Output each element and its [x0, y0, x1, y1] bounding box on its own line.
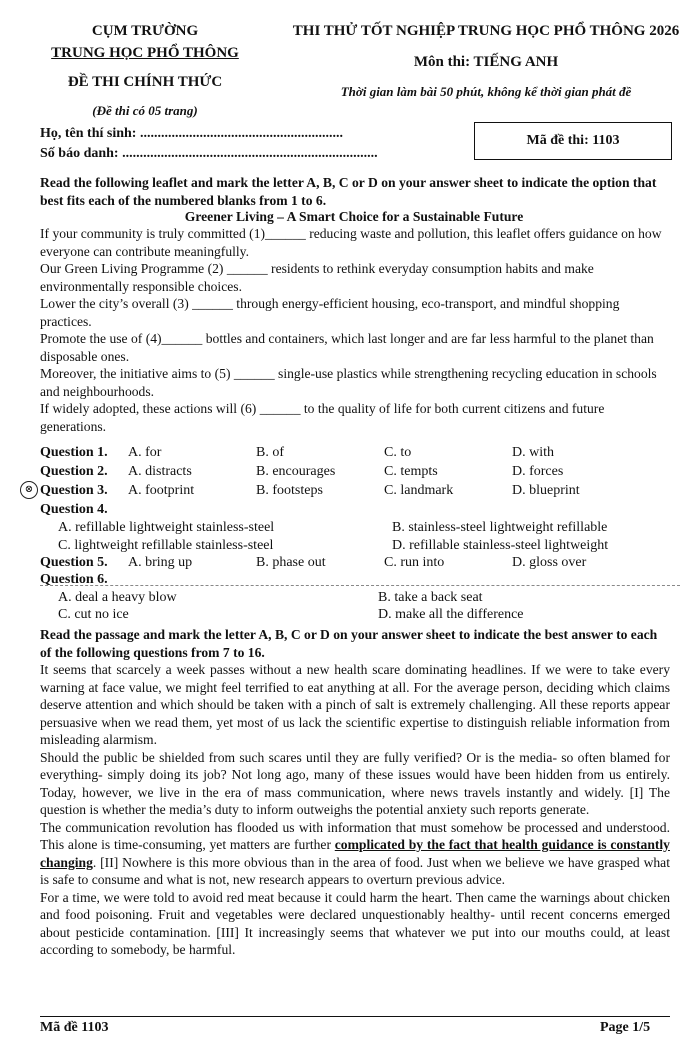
page-count-note: (Đề thi có 05 trang)	[92, 103, 198, 118]
q5-option-a: A. bring up	[128, 555, 193, 570]
q3-option-d: D. blueprint	[512, 483, 580, 498]
q3-option-a: A. footprint	[128, 483, 195, 498]
q1-option-a: A. for	[128, 445, 162, 460]
leaflet-line-2: Our Green Living Programme (2) ______ residents to rethink everyday consumption habits and make environmentally responsible choices.	[40, 261, 594, 294]
question-1-label: Question 1.	[40, 445, 108, 460]
passage-paragraph-1: It seems that scarcely a week passes without a new health scare dominating headlines. If we were to take every warning at face value, we might feel terrified to eat anything at all. For the average person, deciding which claims deserve attention and which should be taken with a pinch of salt is extremely challenging. All these reports appear persuasive when we read them, yet most of us lack the scientific expertise to distinguish reliable information from misleading alarmism.	[40, 662, 670, 747]
exam-code: Mã đề thi: 1103	[526, 133, 620, 148]
footer-exam-code: Mã đề 1103	[40, 1020, 109, 1035]
underlined-phrase: complicated by the fact that health guidance is constantly changing	[40, 837, 670, 870]
question-6-label: Question 6.	[40, 572, 108, 587]
q2-option-b: B. encourages	[256, 464, 336, 479]
q5-option-b: B. phase out	[256, 555, 326, 570]
exam-code-box	[474, 122, 672, 160]
page-number: Page 1/5	[600, 1020, 651, 1035]
q1-option-c: C. to	[384, 445, 412, 460]
q5-option-d: D. gloss over	[512, 555, 587, 570]
school-cluster-title: CỤM TRƯỜNG	[91, 23, 199, 39]
passage-paragraph-2: Should the public be shielded from such scares until they are fully verified? Or is the media- so often blamed for everything- simply doing its job? Not long ago, many of these issues would have been hidden from us entirely. Today, however, we live in the era of mass communication, where news travels instantly and widely. [I] The question is whether the media’s duty to inform outweighs the potential anxiety such reports generate.	[40, 749, 670, 817]
q6-option-c: C. cut no ice	[58, 607, 129, 622]
section2-instruction: Read the passage and mark the letter A, B, C or D on your answer sheet to indicate the best answer to each of the following questions from 7 to 16.	[40, 627, 658, 660]
footer-rule	[40, 1016, 670, 1017]
leaflet-body	[40, 225, 670, 435]
q2-option-d: D. forces	[512, 464, 564, 479]
q4-option-d: D. refillable stainless-steel lightweight	[392, 538, 609, 553]
leaflet-line-6: If widely adopted, these actions will (6) ______ to the quality of life for both current citizens and future generations.	[40, 401, 605, 434]
q1-option-d: D. with	[512, 445, 554, 460]
leaflet-title: Greener Living – A Smart Choice for a Sustainable Future	[184, 209, 524, 224]
q6-option-b: B. take a back seat	[378, 590, 483, 605]
leaflet-line-1: If your community is truly committed (1)______ reducing waste and pollution, this leaflet offers guidance on how everyone can contribute meaningfully.	[40, 226, 662, 259]
q5-option-c: C. run into	[384, 555, 445, 570]
candidate-id-field: Số báo danh: .........................................................................	[40, 146, 378, 161]
q6-option-a: A. deal a heavy blow	[58, 590, 177, 605]
q3-option-c: C. landmark	[384, 483, 454, 498]
passage-paragraph-3	[40, 819, 670, 889]
leaflet-line-5: Moreover, the initiative aims to (5) ______ single-use plastics while strengthening recycling education in schools and neighbourhoods.	[40, 366, 657, 399]
q4-option-c: C. lightweight refillable stainless-steel	[58, 538, 274, 553]
section1-instruction: Read the following leaflet and mark the letter A, B, C or D on your answer sheet to indicate the option that best fits each of the numbered blanks from 1 to 6.	[40, 175, 657, 208]
time-note: Thời gian làm bài 50 phút, không kể thời gian phát đề	[340, 84, 632, 99]
passage	[40, 661, 670, 959]
handwritten-cross-mark: ⊗	[20, 481, 38, 499]
question-2-label: Question 2.	[40, 464, 108, 479]
paragraph-3-end: . [II] Nowhere is this more obvious than in the area of food. Just when we believe we have grasped what is safe to consume and what is not, new research appears to overturn previous advice.	[40, 854, 670, 887]
subject-label: Môn thi: TIẾNG ANH	[413, 54, 559, 70]
leaflet-line-3: Lower the city’s overall (3) ______ through energy-efficient housing, eco-transport, and mindful shopping practices.	[40, 296, 620, 329]
q4-option-a: A. refillable lightweight stainless-steel	[58, 520, 275, 535]
official-exam-label: ĐỀ THI CHÍNH THỨC	[67, 74, 223, 90]
q6-option-d: D. make all the difference	[378, 607, 524, 622]
q4-option-b: B. stainless-steel lightweight refillable	[392, 520, 608, 535]
paragraph-3-start: The communication revolution has flooded us with information that must somehow be processed and understood. This alone is time-consuming, yet matters are further	[40, 819, 670, 852]
question-4-label: Question 4.	[40, 502, 108, 517]
school-name: TRUNG HỌC PHỔ THÔNG	[51, 45, 239, 61]
q1-option-b: B. of	[256, 445, 284, 460]
q2-option-c: C. tempts	[384, 464, 438, 479]
question-5-label: Question 5.	[40, 555, 108, 570]
dashed-divider	[40, 585, 680, 586]
question-3-label: Question 3.	[40, 483, 108, 498]
exam-title: THI THỬ TỐT NGHIỆP TRUNG HỌC PHỔ THÔNG 2026	[292, 23, 680, 39]
passage-paragraph-4: For a time, we were told to avoid red meat because it could harm the heart. Then came the warnings about chicken and food poisoning. Fruit and vegetables were declared unquestionably healthy- until recent concerns emerged about pesticide contamination. [III] It increasingly seems that whatever we put into our mouths could, at least according to somebody, be harmful.	[40, 889, 670, 957]
q2-option-a: A. distracts	[128, 464, 192, 479]
candidate-name-field: Họ, tên thí sinh: ..........................................................	[40, 126, 343, 141]
q3-option-b: B. footsteps	[256, 483, 323, 498]
leaflet-line-4: Promote the use of (4)______ bottles and containers, which last longer and are far less harmful to the planet than disposable ones.	[40, 331, 654, 364]
